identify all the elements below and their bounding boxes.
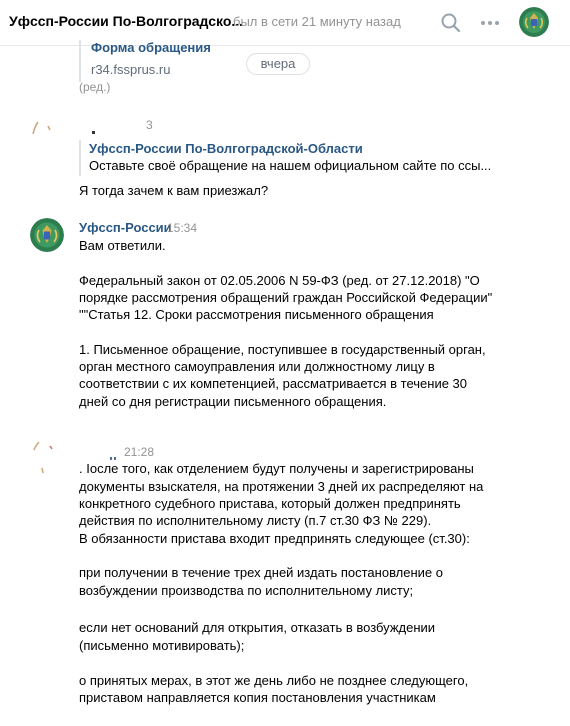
message-line: конкретного судебного пристава, который должен предпринять — [79, 496, 461, 511]
search-icon[interactable] — [440, 12, 462, 34]
message-text: Я тогда зачем к вам приезжал? — [79, 183, 269, 198]
message-line: о принятых мерах, в этот же день либо не позднее следующего, — [79, 673, 469, 688]
message-text: Вам ответили. Федеральный закон от 02.05.2006 N 59-ФЗ (ред. от 27.12.2018) "О порядке рассмотрения обращений граждан Российской Федерации" ""Статья 12. Сроки рассмотрения письменного обращения 1. Письменное обращение, поступившее в государственный орган, орган местного самоуправления или должностному лицу в соответствии с их компетенцией, рассматривается в течение 30 дней со дня регистрации письменного обращения. — [79, 238, 493, 409]
message-line: возбуждении производства по исполнительному листу; — [79, 583, 414, 598]
sender-name[interactable]: Уфссп-России — [79, 220, 172, 235]
forward-text: Оставьте своё обращение на нашем официальном сайте по ссы... — [89, 158, 492, 173]
sender-avatar[interactable] — [30, 218, 64, 252]
more-icon[interactable] — [480, 14, 500, 32]
redacted-sender — [92, 123, 142, 141]
date-divider: вчера — [246, 53, 310, 75]
message-line: если нет оснований для открытия, отказать в возбуждении — [79, 620, 436, 635]
chat-title[interactable]: Уфссп-России По-Волгоградско... — [9, 13, 244, 29]
chat-header — [0, 0, 570, 46]
message-line: В обязанности пристава входит предпринять следующее (ст.30): — [79, 531, 470, 546]
message-line: действия по исполнительному листу (п.7 ст.30 ФЗ № 229). — [79, 513, 432, 528]
redacted-avatar — [30, 118, 56, 143]
form-link-title[interactable]: Форма обращения — [91, 40, 211, 55]
edited-label: (ред.) — [79, 80, 111, 94]
message-line: (письменно мотивировать); — [79, 638, 245, 653]
header-avatar[interactable] — [519, 7, 549, 37]
message-line: при получении в течение трех дней издать постановление о — [79, 565, 444, 580]
message-time: 15:34 — [167, 221, 198, 235]
message-line: приставом направляется копия постановления участникам — [79, 690, 436, 705]
redacted-avatar — [30, 440, 60, 481]
forward-bar — [79, 40, 81, 82]
link-domain[interactable]: r34.fssprus.ru — [91, 62, 171, 77]
message-time: 3 — [146, 118, 153, 132]
message-time: 21:28 — [124, 445, 155, 459]
message-line: документы взыскателя, на протяжении 3 дней их распределяют на — [79, 479, 484, 494]
forward-source-title[interactable]: Уфссп-России По-Волгоградской-Области — [89, 141, 363, 156]
forward-bar — [79, 140, 81, 176]
message-line: . Іосле того, как отделением будут получены и зарегистрированы — [79, 461, 474, 476]
online-status: был в сети 21 минуту назад — [233, 14, 401, 29]
